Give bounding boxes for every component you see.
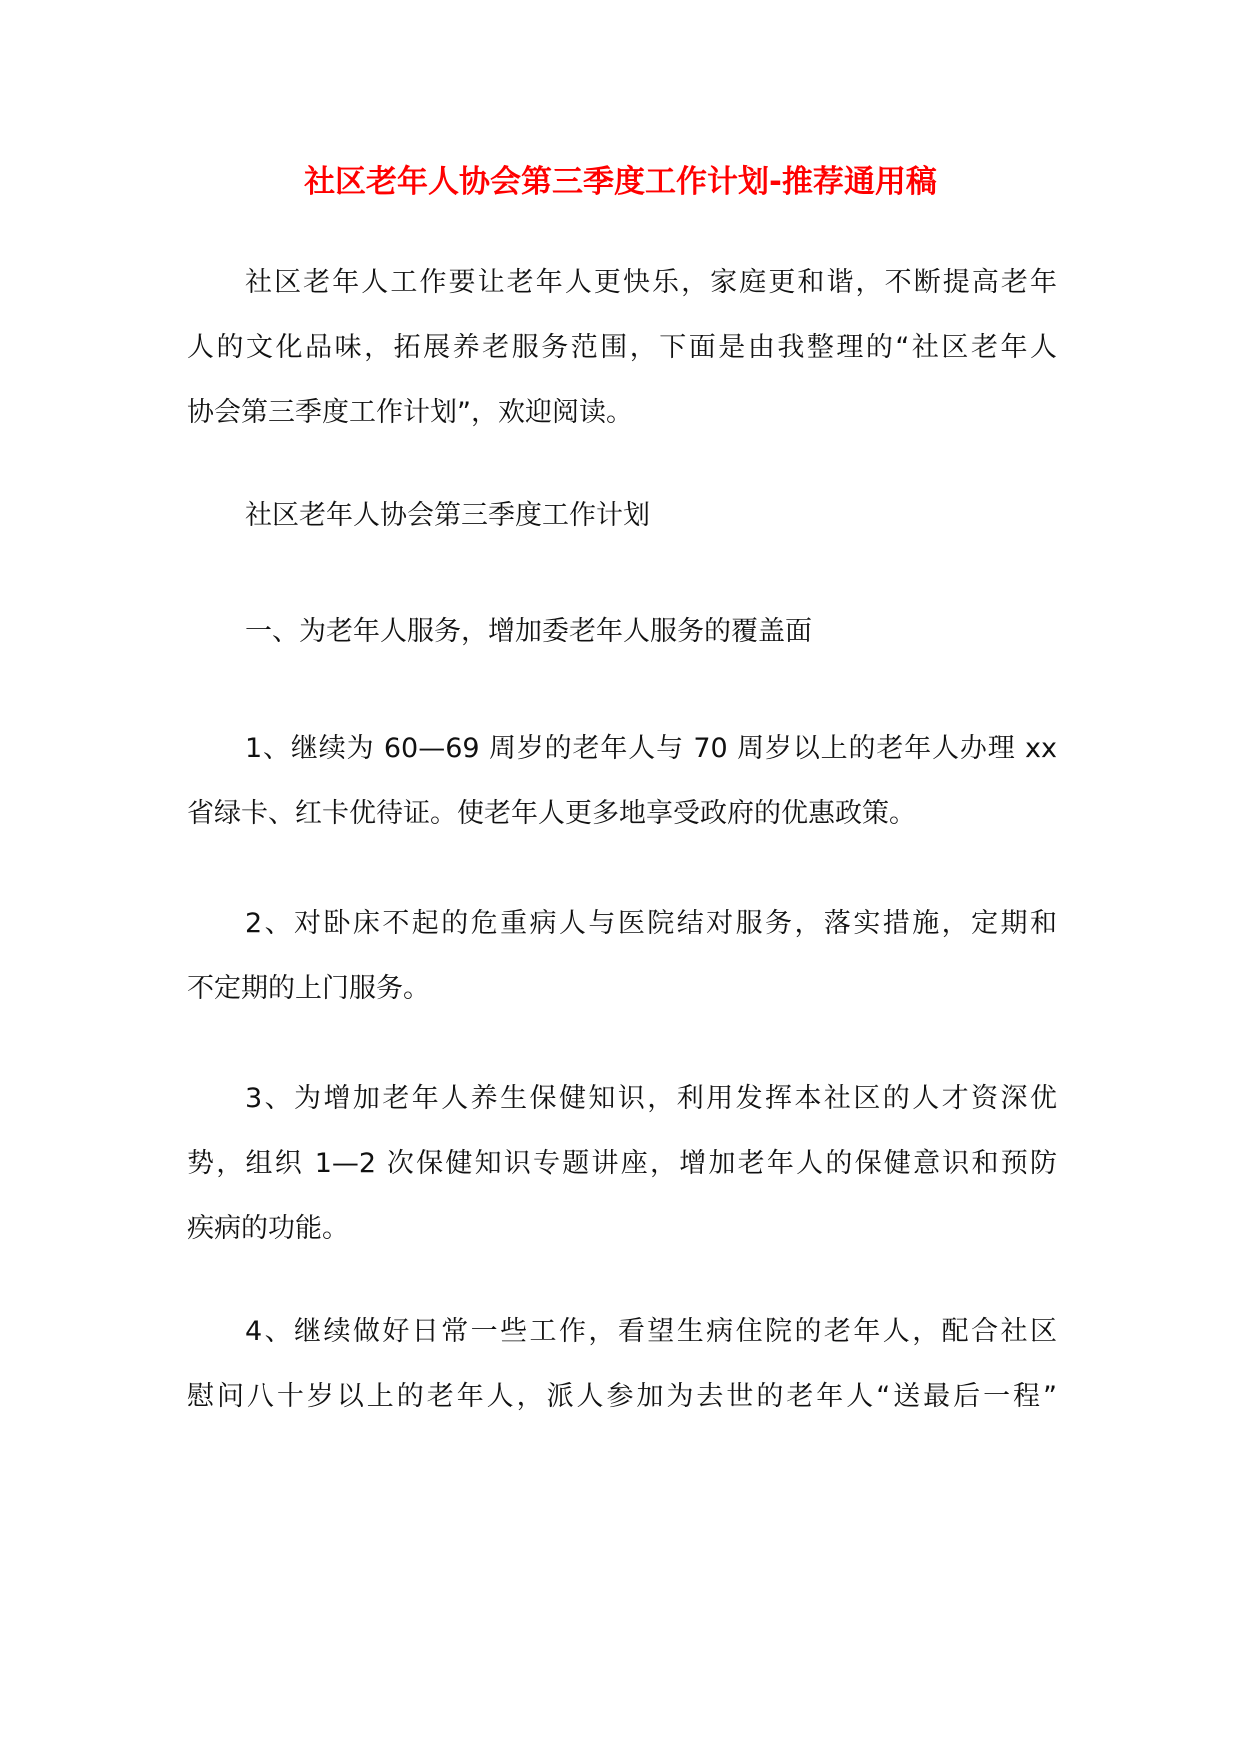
list-item-1 — [187, 716, 1057, 846]
paragraph-line: 1、继续为 60—69 周岁的老年人与 70 周岁以上的老年人办理 xx — [245, 733, 1057, 764]
document-title: 社区老年人协会第三季度工作计划-推荐通用稿 — [304, 164, 937, 200]
paragraph-line: 3、为增加老年人养生保健知识，利用发挥本社区的人才资深优 — [245, 1083, 1057, 1114]
paragraph-line: 4、继续做好日常一些工作，看望生病住院的老年人，配合社区 — [245, 1316, 1057, 1347]
paragraph-intro — [187, 250, 1057, 445]
paragraph-line: 慰问八十岁以上的老年人，派人参加为去世的老年人“送最后一程” — [187, 1381, 1057, 1412]
paragraph-line: 一、为老年人服务，增加委老年人服务的覆盖面 — [245, 616, 812, 647]
paragraph-line: 势，组织 1—2 次保健知识专题讲座，增加老年人的保健意识和预防 — [187, 1148, 1057, 1179]
paragraph-line: 疾病的功能。 — [187, 1213, 349, 1244]
paragraph-line: 2、对卧床不起的危重病人与医院结对服务，落实措施，定期和 — [245, 908, 1057, 939]
paragraph-line: 社区老年人工作要让老年人更快乐，家庭更和谐，不断提高老年 — [245, 267, 1057, 298]
section-heading — [187, 483, 1057, 548]
paragraph-line: 人的文化品味，拓展养老服务范围，下面是由我整理的“社区老年人 — [187, 332, 1057, 363]
paragraph-line: 省绿卡、红卡优待证。使老年人更多地享受政府的优惠政策。 — [187, 798, 916, 829]
paragraph-line: 协会第三季度工作计划”，欢迎阅读。 — [187, 397, 633, 428]
list-item-2 — [187, 891, 1057, 1021]
paragraph-line: 不定期的上门服务。 — [187, 973, 430, 1004]
subsection-heading — [187, 599, 1057, 664]
list-item-4 — [187, 1299, 1057, 1429]
list-item-3 — [187, 1066, 1057, 1261]
paragraph-line: 社区老年人协会第三季度工作计划 — [245, 500, 650, 531]
